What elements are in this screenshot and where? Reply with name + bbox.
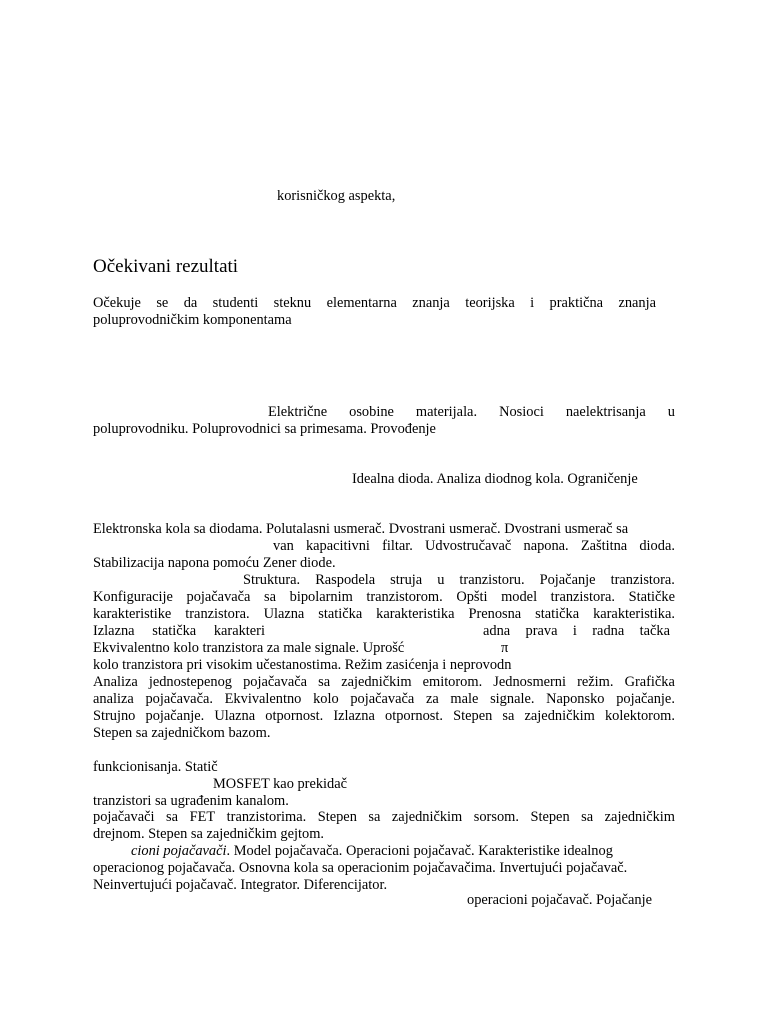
word: tačka (639, 623, 670, 639)
word: tranzistora. (610, 572, 675, 588)
word: jednostepenog (148, 674, 232, 690)
fet-line-2: MOSFET kao prekidač (213, 776, 348, 792)
word: male (450, 691, 479, 707)
body-line-11 (93, 691, 675, 708)
word: tranzistora. (185, 606, 250, 622)
word: Struktura. (243, 572, 301, 588)
word: Strujno (93, 708, 136, 724)
section-heading: Očekivani rezultati (93, 256, 239, 277)
word: napona. (523, 538, 569, 554)
word: da (183, 295, 198, 311)
word: sa (502, 708, 515, 724)
word: zajedničkim (391, 809, 463, 825)
word: režim. (577, 674, 614, 690)
word: materijala. (415, 404, 478, 420)
body-line-8a: Ekvivalentno kolo tranzistora za male signale. Uprošć (93, 640, 405, 656)
word: Pojačanje (539, 572, 596, 588)
body-line-1: Elektronska kola sa diodama. Polutalasni usmerač. Dvostrani usmerač. Dvostrani usmerač sa (93, 521, 629, 537)
word: Naponsko (546, 691, 605, 707)
body-line-5 (93, 589, 675, 606)
word: tranzistorom. (366, 589, 443, 605)
word: kolo (313, 691, 339, 707)
word: otpornost. (385, 708, 443, 724)
word: u (437, 572, 445, 588)
opamp-line-3: Neinvertujući pojačavač. Integrator. Diferencijator. (93, 877, 388, 893)
word: Očekuje (93, 295, 141, 311)
word: bipolarnim (289, 589, 353, 605)
word: sa (166, 809, 179, 825)
word: Električne (268, 404, 328, 420)
word: Zaštitna (580, 538, 628, 554)
elec-line-1 (268, 404, 675, 421)
word: zajedničkim (604, 809, 675, 825)
word: Stepen (453, 708, 493, 724)
word: osobine (349, 404, 394, 420)
word: statička (152, 623, 197, 639)
opamp-line-2: operacionog pojačavača. Osnovna kola sa operacionim pojačavačima. Invertujući pojačavač. (93, 860, 628, 876)
word: elementarna (326, 295, 397, 311)
diode-line: Idealna dioda. Analiza diodnog kola. Ograničenje (352, 471, 638, 487)
word: u (667, 404, 675, 420)
word: model (501, 589, 538, 605)
body-line-7b (483, 623, 670, 640)
pi-symbol: π (501, 640, 509, 656)
word: Udvostručavač (425, 538, 512, 554)
word: radna (592, 623, 625, 639)
word: Nosioci (499, 404, 544, 420)
word: karakteristike (93, 606, 172, 622)
word: pojačavača (243, 674, 307, 690)
word: prava (525, 623, 558, 639)
word: i (572, 623, 577, 639)
word: sa (581, 809, 594, 825)
word: karakteri (213, 623, 265, 639)
word: Ekvivalentno (224, 691, 302, 707)
word: Raspodela (315, 572, 376, 588)
word: Izlazna (93, 623, 135, 639)
expect-line-2: poluprovodničkim komponentama (93, 312, 292, 328)
fet-line-4 (93, 809, 675, 826)
word: tranzistoru. (459, 572, 525, 588)
word: i (530, 295, 535, 311)
word: Statičke (628, 589, 675, 605)
word: sa (264, 589, 277, 605)
word: pojačanje. (616, 691, 675, 707)
word: filtar. (382, 538, 413, 554)
word: tranzistorima. (226, 809, 307, 825)
word: naelektrisanja (565, 404, 646, 420)
word: Ulazna (214, 708, 256, 724)
word: pojačavači (93, 809, 155, 825)
word: sa (318, 674, 331, 690)
word: karakteristika. (593, 606, 675, 622)
word: pojačavača. (145, 691, 213, 707)
word: zajedničkim (524, 708, 595, 724)
fet-line-5: drejnom. Stepen sa zajedničkim gejtom. (93, 826, 324, 842)
word: za (425, 691, 439, 707)
word: struja (390, 572, 423, 588)
fet-line-1: funkcionisanja. Statič (93, 759, 218, 775)
body-line-3: Stabilizacija napona pomoću Zener diode. (93, 555, 336, 571)
word: se (156, 295, 169, 311)
opamp-line-1-rest: . Model pojačavača. Operacioni pojačavač. Karakteristike idealnog (226, 843, 613, 859)
expect-line-1 (93, 295, 656, 312)
word: statička (535, 606, 580, 622)
word: teorijska (465, 295, 515, 311)
word: dioda. (639, 538, 675, 554)
word: signale. (490, 691, 535, 707)
word: karakteristika (376, 606, 455, 622)
word: sa (368, 809, 381, 825)
fet-line-3: tranzistori sa ugrađenim kanalom. (93, 793, 289, 809)
word: kapacitivni (305, 538, 370, 554)
text-line-aspekta: korisničkog aspekta, (277, 188, 396, 204)
body-line-12 (93, 708, 675, 725)
word: FET (189, 809, 216, 825)
word: Ulazna (263, 606, 305, 622)
word: Konfiguracije (93, 589, 173, 605)
body-line-7a (93, 623, 265, 640)
word: zajedničkim (341, 674, 412, 690)
word: kolektorom. (604, 708, 675, 724)
word: praktična (549, 295, 604, 311)
word: Analiza (93, 674, 138, 690)
word: adna (483, 623, 511, 639)
opamp-line-4: operacioni pojačavač. Pojačanje (467, 892, 652, 908)
word: Stepen (317, 809, 357, 825)
word: Stepen (530, 809, 570, 825)
word: Opšti (456, 589, 488, 605)
body-line-13: Stepen sa zajedničkom bazom. (93, 725, 271, 741)
word: znanja (412, 295, 450, 311)
elec-line-2: poluprovodniku. Poluprovodnici sa primesama. Provođenje (93, 421, 436, 437)
body-line-6 (93, 606, 675, 623)
word: tranzistora. (550, 589, 616, 605)
body-line-10 (93, 674, 675, 691)
word: otpornost. (265, 708, 324, 724)
word: znanja (618, 295, 656, 311)
body-line-4 (243, 572, 675, 589)
word: van (273, 538, 294, 554)
word: steknu (273, 295, 312, 311)
word: statička (318, 606, 363, 622)
word: pojačavača (350, 691, 415, 707)
word: analiza (93, 691, 134, 707)
word: Grafička (624, 674, 675, 690)
opamp-line-1 (131, 843, 613, 860)
body-line-9: kolo tranzistora pri visokim učestanostima. Režim zasićenja i neprovodn (93, 657, 512, 673)
opamp-italic-title: cioni pojačavači (131, 843, 227, 859)
word: sorsom. (473, 809, 519, 825)
word: Jednosmerni (493, 674, 567, 690)
body-line-2 (273, 538, 675, 555)
word: studenti (212, 295, 259, 311)
word: Izlazna (333, 708, 375, 724)
word: pojačavača (186, 589, 251, 605)
word: Prenosna (468, 606, 522, 622)
word: pojačanje. (145, 708, 205, 724)
word: emitorom. (422, 674, 483, 690)
